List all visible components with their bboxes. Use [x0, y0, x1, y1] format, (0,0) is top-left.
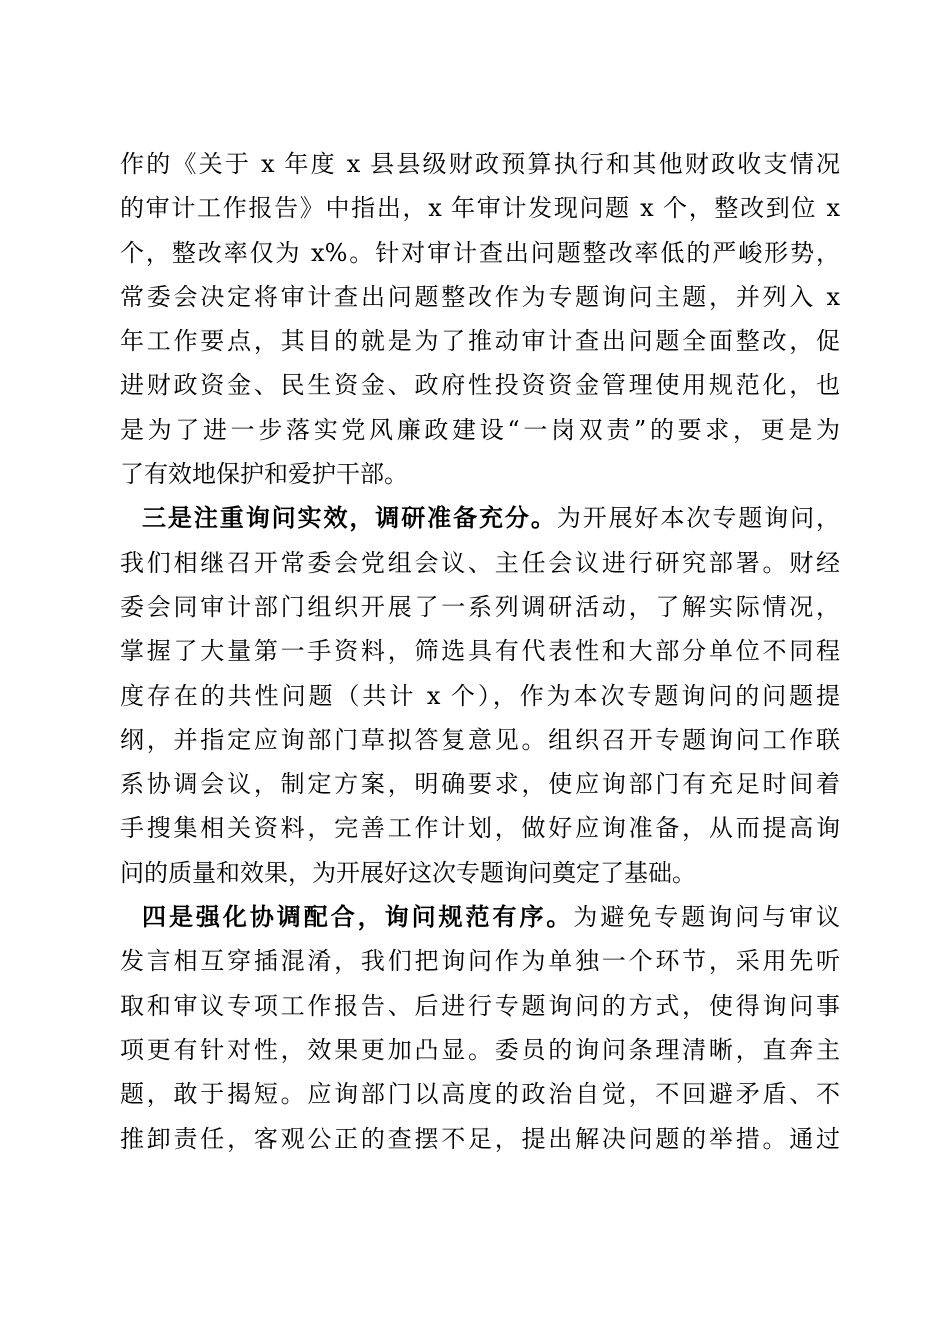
- text-line: 我们相继召开常委会党组会议、主任会议进行研究部署。财经: [120, 548, 840, 577]
- paragraph-point-three: [120, 496, 840, 895]
- text-line: 纲，并指定应询部门草拟答复意见。组织召开专题询问工作联: [120, 725, 840, 754]
- text-line: 题，敢于揭短。应询部门以高度的政治自觉，不回避矛盾、不: [120, 1080, 840, 1109]
- text-line: 取和审议专项工作报告、后进行专题询问的方式，使得询问事: [120, 991, 840, 1020]
- text-line: 度存在的共性问题（共计 x 个），作为本次专题询问的问题提: [120, 681, 840, 710]
- paragraph-heading: 三是注重询问实效，调研准备充分。: [142, 503, 557, 533]
- text-line: [120, 496, 840, 540]
- text-line: 问的质量和效果，为开展好这次专题询问奠定了基础。: [120, 858, 696, 887]
- text-line: 年工作要点，其目的就是为了推动审计查出问题全面整改，促: [120, 327, 840, 356]
- paragraph-heading: 四是强化协调配合，询问规范有序。: [142, 902, 574, 932]
- text-line: 作的《关于 x 年度 x 县县级财政预算执行和其他财政收支情况: [120, 150, 840, 178]
- text-line: 个，整改率仅为 x%。针对审计查出问题整改率低的严峻形势，: [120, 238, 840, 267]
- text-line: 了有效地保护和爱护干部。: [120, 460, 408, 489]
- text-line: 进财政资金、民生资金、政府性投资资金管理使用规范化，也: [120, 371, 840, 400]
- text-line: [120, 895, 840, 939]
- text-line: 是为了进一步落实党风廉政建设“一岗双责”的要求，更是为: [120, 415, 840, 444]
- paragraph-audit-report: [120, 142, 840, 496]
- text-line: 系协调会议，制定方案，明确要求，使应询部门有充足时间着: [120, 770, 840, 799]
- paragraph-lead-text: 为避免专题询问与审议: [573, 903, 840, 932]
- text-line: 推卸责任，客观公正的查摆不足，提出解决问题的举措。通过: [120, 1124, 840, 1153]
- text-line: 项更有针对性，效果更加凸显。委员的询问条理清晰，直奔主: [120, 1035, 840, 1064]
- text-line: 发言相互穿插混淆，我们把询问作为单独一个环节，采用先听: [120, 947, 840, 976]
- text-line: 的审计工作报告》中指出，x 年审计发现问题 x 个，整改到位 x: [120, 194, 840, 223]
- paragraph-lead-text: 为开展好本次专题询问，: [556, 504, 841, 533]
- paragraph-point-four: [120, 895, 840, 1161]
- text-line: 委会同审计部门组织开展了一系列调研活动，了解实际情况，: [120, 592, 840, 621]
- text-line: 掌握了大量第一手资料，筛选具有代表性和大部分单位不同程: [120, 637, 840, 666]
- text-line: 常委会决定将审计查出问题整改作为专题询问主题，并列入 x: [120, 282, 840, 311]
- text-line: 手搜集相关资料，完善工作计划，做好应询准备，从而提高询: [120, 814, 840, 843]
- document-body: [120, 142, 840, 1161]
